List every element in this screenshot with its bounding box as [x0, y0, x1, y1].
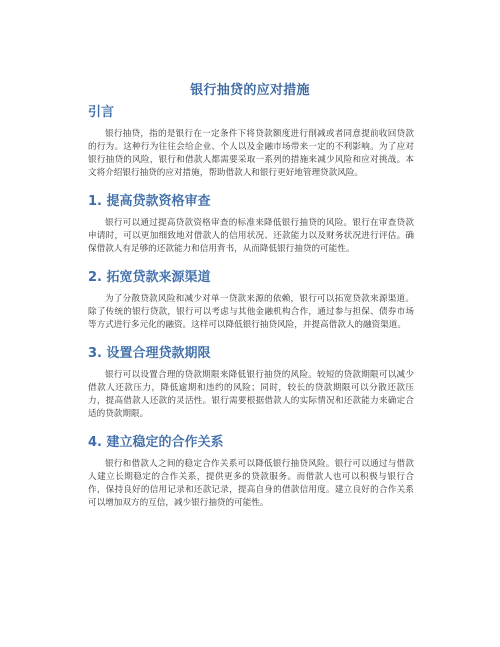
document-body	[88, 104, 414, 523]
section-heading: 3. 设置合理贷款期限	[88, 346, 211, 361]
section-cooperation	[88, 434, 414, 510]
section-heading: 2. 拓宽贷款来源渠道	[88, 270, 211, 285]
section-heading: 4. 建立稳定的合作关系	[88, 435, 224, 450]
section-loan-review	[88, 193, 414, 256]
section-loan-sources	[88, 269, 414, 332]
section-paragraph: 为了分散贷款风险和减少对单一贷款来源的依赖，银行可以拓宽贷款来源渠道。除了传统的银行贷款，银行可以考虑与其他金融机构合作，通过参与担保、债券市场等方式进行多元化的融资。这样可以降低银行抽贷风险，并提高借款人的融资渠道。	[88, 294, 414, 330]
section-paragraph: 银行可以设置合理的贷款期限来降低银行抽贷的风险。较短的贷款期限可以减少借款人还款压力，降低逾期和违约的风险；同时，较长的贷款期限可以分散还款压力，提高借款人还款的灵活性。银行需要根据借款人的实际情况和还款能力来确定合适的贷款期限。	[88, 370, 414, 419]
section-paragraph: 银行可以通过提高贷款资格审查的标准来降低银行抽贷的风险。银行在审查贷款申请时，可以更加细致地对借款人的信用状况、还款能力以及财务状况进行评估。确保借款人有足够的还款能力和信用背书，从而降低银行抽贷的可能性。	[88, 218, 414, 254]
section-introduction	[88, 104, 414, 180]
document-title: 银行抽贷的应对措施	[190, 83, 310, 98]
section-heading: 引言	[88, 105, 115, 120]
section-heading: 1. 提高贷款资格审查	[88, 194, 211, 209]
section-paragraph: 银行抽贷，指的是银行在一定条件下将贷款额度进行削减或者同意提前收回贷款的行为。这种行为往往会给企业、个人以及金融市场带来一定的不利影响。为了应对银行抽贷的风险，银行和借款人都需要采取一系列的措施来减少风险和应对挑战。本文将介绍银行抽贷的应对措施，帮助借款人和银行更好地管理贷款风险。	[88, 129, 414, 178]
section-loan-term	[88, 345, 414, 421]
section-paragraph: 银行和借款人之间的稳定合作关系可以降低银行抽贷风险。银行可以通过与借款人建立长期稳定的合作关系，提供更多的贷款服务。而借款人也可以积极与银行合作，保持良好的信用记录和还款记录，提高自身的借款信用度。建立良好的合作关系可以增加双方的互信，减少银行抽贷的可能性。	[88, 459, 414, 508]
